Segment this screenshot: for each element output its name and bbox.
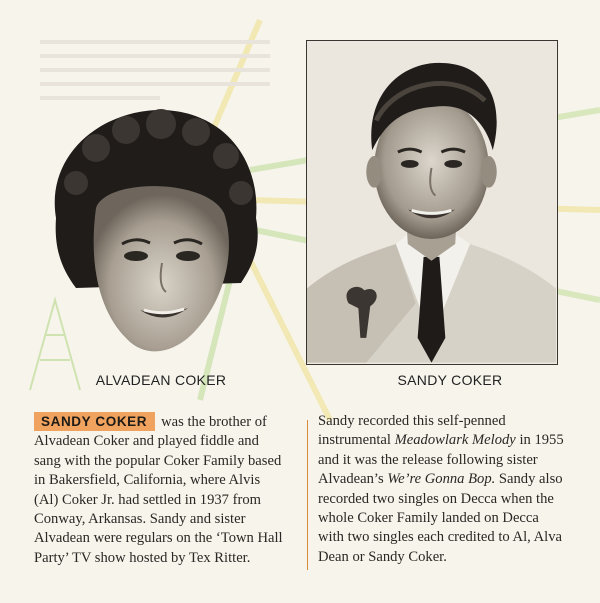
right-line-8: Dean or Sandy Coker. [318, 548, 447, 565]
alvadean-coker-portrait [36, 98, 268, 368]
sandy-coker-photo [306, 40, 558, 365]
right-line-2-pre: instrumental [318, 432, 395, 449]
left-line-2: Alvadean Coker and played fiddle and [34, 433, 259, 450]
right-line-3: and it was the release following sister [318, 451, 538, 468]
song-title-were-gonna-bop: We’re Gonna Bop. [387, 471, 496, 488]
right-line-4-post: Sandy also [495, 471, 563, 488]
column-divider [307, 420, 308, 570]
right-line-5: recorded two singles on Decca when the [318, 490, 554, 507]
caption-sandy-coker: SANDY COKER [397, 372, 503, 388]
right-line-4-pre: Alvadean’s [318, 471, 388, 488]
left-line-8: Party’ TV show hosted by Tex Ritter. [34, 549, 251, 566]
right-line-2 [318, 431, 580, 450]
left-text-column [34, 412, 302, 568]
left-line-4: in Bakersfield, California, where Alvis [34, 472, 261, 489]
right-line-6: whole Coker Family landed on Decca [318, 510, 539, 527]
sandy-coker-name-tag: SANDY COKER [34, 412, 155, 431]
left-line-3: sang with the popular Coker Family based [34, 452, 282, 469]
right-line-1: Sandy recorded this self-penned [318, 413, 506, 429]
left-line-5: (Al) Coker Jr. had settled in 1937 from [34, 491, 261, 508]
left-line-1 [34, 412, 302, 432]
caption-alvadean-coker: ALVADEAN COKER [95, 372, 227, 388]
left-line-7: Alvadean were regulars on the ‘Town Hall [34, 530, 283, 547]
left-line-6: Conway, Arkansas. Sandy and sister [34, 511, 246, 528]
right-line-4 [318, 470, 580, 489]
right-line-2-post: in 1955 [515, 432, 564, 449]
left-line-1-text: was the brother of [161, 414, 267, 430]
right-line-7: with two singles each credited to Al, Alva [318, 529, 562, 546]
right-text-column [318, 412, 580, 567]
song-title-meadowlark-melody: Meadowlark Melody [394, 432, 516, 449]
